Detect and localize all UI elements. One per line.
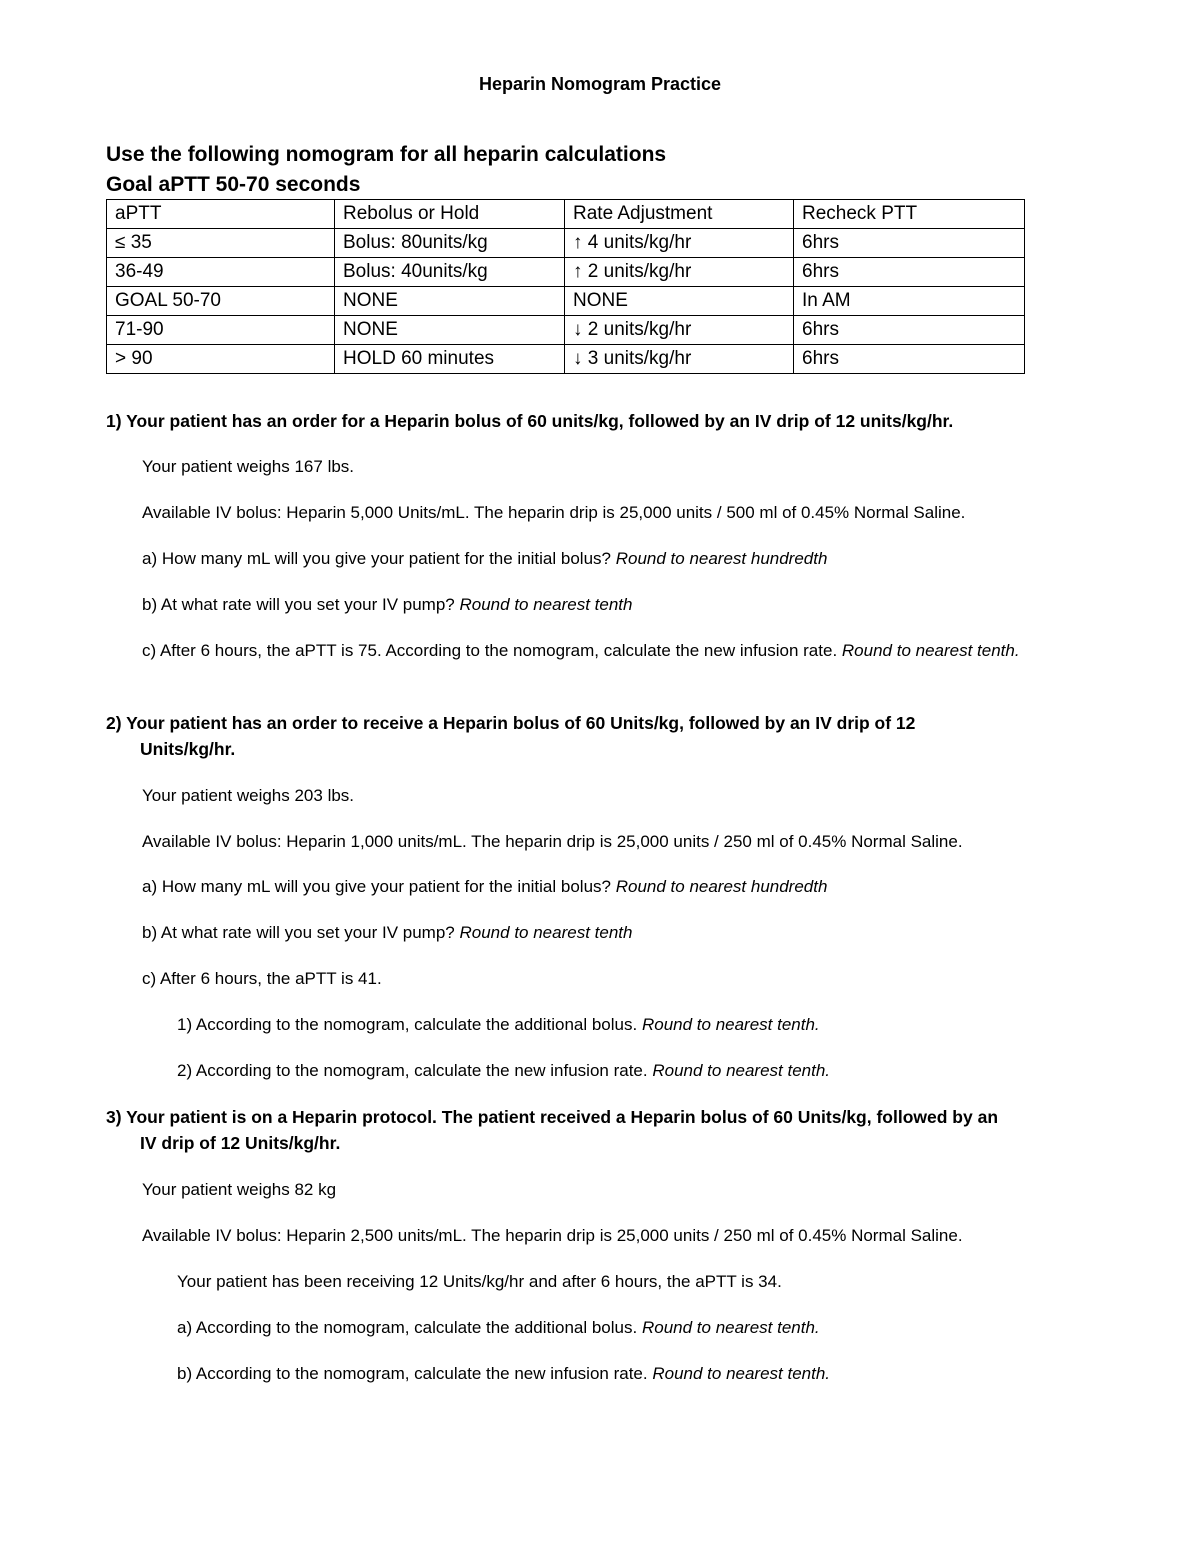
q2-part-c: c) After 6 hours, the aPTT is 41. — [142, 969, 382, 988]
nomogram-table — [106, 199, 1025, 374]
q1-part-c — [142, 638, 1062, 663]
q2-part-b-hint: Round to nearest tenth — [459, 923, 633, 942]
q2-part-c2-text: 2) According to the nomogram, calculate the new infusion rate. — [177, 1061, 648, 1080]
q2-part-c1-hint: Round to nearest tenth. — [641, 1015, 820, 1034]
q3-part-b — [177, 1361, 1137, 1386]
q3-part-b-hint: Round to nearest tenth. — [652, 1364, 831, 1383]
question-2 — [106, 710, 1096, 762]
q2-available: Available IV bolus: Heparin 1,000 units/mL. The heparin drip is 25,000 units / 250 ml of 0.45% Normal Saline. — [142, 832, 963, 851]
page-title: Heparin Nomogram Practice — [478, 74, 722, 94]
question-3-line2: IV drip of 12 Units/kg/hr. — [140, 1133, 341, 1153]
table-cell: 71-90 — [107, 316, 335, 345]
q1-available: Available IV bolus: Heparin 5,000 Units/mL. The heparin drip is 25,000 units / 500 ml of 0.45% Normal Saline. — [142, 503, 966, 522]
table-header-cell: aPTT — [107, 200, 335, 229]
table-cell: NONE — [335, 316, 565, 345]
q3-context: Your patient has been receiving 12 Units/kg/hr and after 6 hours, the aPTT is 34. — [177, 1272, 782, 1291]
question-1: 1) Your patient has an order for a Heparin bolus of 60 units/kg, followed by an IV drip of 12 units/kg/hr. — [106, 411, 954, 431]
q2-part-c2-hint: Round to nearest tenth. — [652, 1061, 831, 1080]
table-row — [107, 258, 1025, 287]
table-cell: In AM — [794, 287, 1025, 316]
table-row — [107, 287, 1025, 316]
table-cell: 36-49 — [107, 258, 335, 287]
q2-part-b-text: b) At what rate will you set your IV pump? — [142, 923, 455, 942]
table-cell: ↓ 2 units/kg/hr — [565, 316, 794, 345]
q3-part-a-text: a) According to the nomogram, calculate the additional bolus. — [177, 1318, 638, 1337]
table-header-cell: Rate Adjustment — [565, 200, 794, 229]
goal-heading: Goal aPTT 50-70 seconds — [106, 173, 361, 196]
q1-part-c-hint: Round to nearest tenth. — [841, 641, 1020, 660]
table-cell: ↓ 3 units/kg/hr — [565, 345, 794, 374]
q2-part-c1-text: 1) According to the nomogram, calculate the additional bolus. — [177, 1015, 638, 1034]
q2-part-c2 — [177, 1058, 1137, 1083]
q2-part-a-hint: Round to nearest hundredth — [615, 877, 828, 896]
table-header-cell: Recheck PTT — [794, 200, 1025, 229]
table-cell: 6hrs — [794, 229, 1025, 258]
table-cell: 6hrs — [794, 258, 1025, 287]
q3-part-a — [177, 1315, 1137, 1340]
table-row — [107, 316, 1025, 345]
q3-part-b-text: b) According to the nomogram, calculate the new infusion rate. — [177, 1364, 648, 1383]
table-cell: ↑ 4 units/kg/hr — [565, 229, 794, 258]
q1-part-c-text: c) After 6 hours, the aPTT is 75. According to the nomogram, calculate the new infusion rate. — [142, 641, 838, 660]
q1-part-a-hint: Round to nearest hundredth — [615, 549, 828, 568]
q3-weight: Your patient weighs 82 kg — [142, 1180, 337, 1199]
q2-part-b — [142, 920, 1102, 945]
q1-part-a — [142, 546, 1102, 571]
q1-part-b — [142, 592, 1102, 617]
table-header-row — [107, 200, 1025, 229]
question-2-line2: Units/kg/hr. — [140, 739, 236, 759]
q3-part-a-hint: Round to nearest tenth. — [641, 1318, 820, 1337]
question-3-line1: 3) Your patient is on a Heparin protocol. The patient received a Heparin bolus of 60 Units/kg, followed by an — [106, 1107, 999, 1127]
table-header-cell: Rebolus or Hold — [335, 200, 565, 229]
table-cell: Bolus: 40units/kg — [335, 258, 565, 287]
q1-weight: Your patient weighs 167 lbs. — [142, 457, 355, 476]
instructions-heading: Use the following nomogram for all heparin calculations — [106, 143, 667, 166]
table-cell: ↑ 2 units/kg/hr — [565, 258, 794, 287]
question-3 — [106, 1104, 1096, 1156]
q3-available: Available IV bolus: Heparin 2,500 units/mL. The heparin drip is 25,000 units / 250 ml of 0.45% Normal Saline. — [142, 1226, 963, 1245]
table-cell: HOLD 60 minutes — [335, 345, 565, 374]
q1-part-b-hint: Round to nearest tenth — [459, 595, 633, 614]
q2-part-a — [142, 874, 1102, 899]
table-cell: > 90 — [107, 345, 335, 374]
q2-part-c1 — [177, 1012, 1137, 1037]
q1-part-a-text: a) How many mL will you give your patient for the initial bolus? — [142, 549, 611, 568]
q2-part-a-text: a) How many mL will you give your patient for the initial bolus? — [142, 877, 611, 896]
table-cell: ≤ 35 — [107, 229, 335, 258]
table-cell: 6hrs — [794, 345, 1025, 374]
table-cell: 6hrs — [794, 316, 1025, 345]
table-row — [107, 345, 1025, 374]
question-2-line1: 2) Your patient has an order to receive a Heparin bolus of 60 Units/kg, followed by an IV drip of 12 — [106, 713, 916, 733]
table-cell: GOAL 50-70 — [107, 287, 335, 316]
q1-part-b-text: b) At what rate will you set your IV pump? — [142, 595, 455, 614]
table-cell: NONE — [565, 287, 794, 316]
table-cell: NONE — [335, 287, 565, 316]
table-row — [107, 229, 1025, 258]
table-cell: Bolus: 80units/kg — [335, 229, 565, 258]
q2-weight: Your patient weighs 203 lbs. — [142, 786, 355, 805]
